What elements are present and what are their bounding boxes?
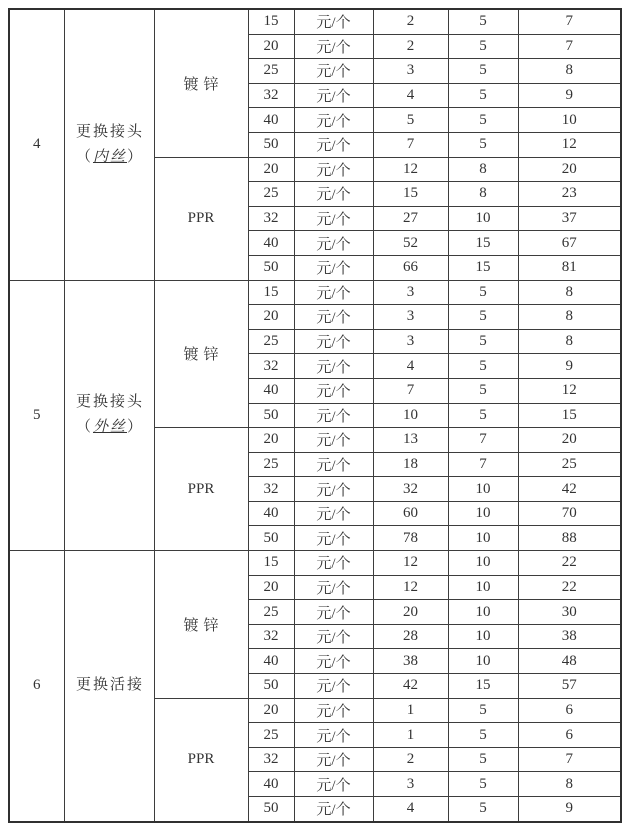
label-line: 更换接头: [75, 394, 144, 411]
size-cell: 32: [248, 206, 294, 231]
price-table: [8, 8, 622, 823]
unit-cell: 元/个: [294, 575, 373, 600]
value-cell: 70: [518, 501, 621, 526]
value-cell: 15: [373, 182, 448, 207]
value-cell: 5: [448, 83, 518, 108]
value-cell: 3: [373, 59, 448, 84]
unit-cell: 元/个: [294, 34, 373, 59]
table-row: [9, 551, 621, 576]
label-paren-line: [65, 415, 154, 440]
value-cell: 15: [448, 255, 518, 280]
unit-cell: 元/个: [294, 772, 373, 797]
value-cell: 42: [373, 674, 448, 699]
size-cell: 40: [248, 772, 294, 797]
index-cell: 4: [9, 9, 64, 280]
value-cell: 7: [373, 132, 448, 157]
service-label-cell: [64, 280, 154, 551]
index-cell: 6: [9, 551, 64, 822]
service-label-cell: [64, 551, 154, 822]
size-cell: 25: [248, 452, 294, 477]
value-cell: 60: [373, 501, 448, 526]
value-cell: 57: [518, 674, 621, 699]
table-row: [9, 280, 621, 305]
value-cell: 13: [373, 428, 448, 453]
value-cell: 38: [518, 624, 621, 649]
size-cell: 20: [248, 698, 294, 723]
value-cell: 12: [373, 157, 448, 182]
value-cell: 2: [373, 9, 448, 34]
value-cell: 5: [448, 747, 518, 772]
size-cell: 25: [248, 329, 294, 354]
value-cell: 10: [448, 600, 518, 625]
value-cell: 4: [373, 354, 448, 379]
value-cell: 10: [373, 403, 448, 428]
unit-cell: 元/个: [294, 674, 373, 699]
value-cell: 9: [518, 797, 621, 822]
size-cell: 32: [248, 477, 294, 502]
unit-cell: 元/个: [294, 108, 373, 133]
table-row: [9, 9, 621, 34]
value-cell: 2: [373, 34, 448, 59]
value-cell: 6: [518, 698, 621, 723]
service-label-cell: [64, 9, 154, 280]
paren-underlined-text: 外丝: [92, 419, 127, 436]
size-cell: 25: [248, 182, 294, 207]
unit-cell: 元/个: [294, 305, 373, 330]
material-cell: PPR: [154, 428, 248, 551]
value-cell: 5: [448, 329, 518, 354]
unit-cell: 元/个: [294, 132, 373, 157]
value-cell: 9: [518, 83, 621, 108]
size-cell: 32: [248, 624, 294, 649]
unit-cell: 元/个: [294, 354, 373, 379]
paren-close: ）: [127, 148, 145, 165]
size-cell: 20: [248, 575, 294, 600]
value-cell: 67: [518, 231, 621, 256]
unit-cell: 元/个: [294, 747, 373, 772]
value-cell: 52: [373, 231, 448, 256]
material-cell: 镀锌: [154, 551, 248, 699]
size-cell: 15: [248, 9, 294, 34]
value-cell: 5: [448, 108, 518, 133]
value-cell: 10: [518, 108, 621, 133]
value-cell: 88: [518, 526, 621, 551]
value-cell: 25: [518, 452, 621, 477]
unit-cell: 元/个: [294, 551, 373, 576]
unit-cell: 元/个: [294, 698, 373, 723]
size-cell: 50: [248, 403, 294, 428]
unit-cell: 元/个: [294, 403, 373, 428]
value-cell: 15: [518, 403, 621, 428]
unit-cell: 元/个: [294, 649, 373, 674]
size-cell: 50: [248, 255, 294, 280]
value-cell: 37: [518, 206, 621, 231]
size-cell: 40: [248, 501, 294, 526]
value-cell: 8: [518, 280, 621, 305]
paren-open: （: [75, 419, 93, 436]
value-cell: 12: [518, 378, 621, 403]
label-paren-line: [65, 145, 154, 170]
size-cell: 50: [248, 526, 294, 551]
value-cell: 5: [448, 354, 518, 379]
unit-cell: 元/个: [294, 428, 373, 453]
value-cell: 8: [448, 157, 518, 182]
unit-cell: 元/个: [294, 59, 373, 84]
value-cell: 3: [373, 280, 448, 305]
size-cell: 25: [248, 59, 294, 84]
value-cell: 78: [373, 526, 448, 551]
value-cell: 5: [448, 378, 518, 403]
size-cell: 20: [248, 428, 294, 453]
size-cell: 50: [248, 132, 294, 157]
size-cell: 40: [248, 378, 294, 403]
label-line: 更换接头: [75, 123, 144, 140]
value-cell: 5: [448, 59, 518, 84]
size-cell: 15: [248, 551, 294, 576]
unit-cell: 元/个: [294, 9, 373, 34]
size-cell: 20: [248, 157, 294, 182]
unit-cell: 元/个: [294, 797, 373, 822]
unit-cell: 元/个: [294, 452, 373, 477]
value-cell: 15: [448, 674, 518, 699]
material-cell: PPR: [154, 157, 248, 280]
value-cell: 12: [518, 132, 621, 157]
paren-open: （: [75, 148, 93, 165]
value-cell: 1: [373, 723, 448, 748]
size-cell: 50: [248, 797, 294, 822]
size-cell: 32: [248, 83, 294, 108]
unit-cell: 元/个: [294, 526, 373, 551]
value-cell: 12: [373, 575, 448, 600]
value-cell: 10: [448, 624, 518, 649]
value-cell: 20: [518, 157, 621, 182]
unit-cell: 元/个: [294, 600, 373, 625]
value-cell: 8: [518, 59, 621, 84]
value-cell: 5: [448, 723, 518, 748]
size-cell: 40: [248, 231, 294, 256]
value-cell: 32: [373, 477, 448, 502]
size-cell: 50: [248, 674, 294, 699]
value-cell: 7: [373, 378, 448, 403]
value-cell: 3: [373, 772, 448, 797]
value-cell: 5: [448, 34, 518, 59]
value-cell: 7: [518, 9, 621, 34]
value-cell: 5: [373, 108, 448, 133]
value-cell: 23: [518, 182, 621, 207]
value-cell: 6: [518, 723, 621, 748]
paren-close: ）: [127, 419, 145, 436]
size-cell: 20: [248, 34, 294, 59]
unit-cell: 元/个: [294, 378, 373, 403]
value-cell: 5: [448, 305, 518, 330]
value-cell: 7: [518, 34, 621, 59]
unit-cell: 元/个: [294, 329, 373, 354]
value-cell: 10: [448, 477, 518, 502]
value-cell: 66: [373, 255, 448, 280]
value-cell: 5: [448, 403, 518, 428]
material-cell: PPR: [154, 698, 248, 821]
value-cell: 22: [518, 551, 621, 576]
value-cell: 48: [518, 649, 621, 674]
size-cell: 25: [248, 600, 294, 625]
label-line: 更换活接: [75, 677, 144, 694]
value-cell: 12: [373, 551, 448, 576]
size-cell: 40: [248, 649, 294, 674]
value-cell: 27: [373, 206, 448, 231]
value-cell: 8: [518, 772, 621, 797]
value-cell: 15: [448, 231, 518, 256]
unit-cell: 元/个: [294, 624, 373, 649]
size-cell: 20: [248, 305, 294, 330]
value-cell: 8: [448, 182, 518, 207]
unit-cell: 元/个: [294, 477, 373, 502]
value-cell: 10: [448, 575, 518, 600]
material-cell: 镀锌: [154, 280, 248, 428]
value-cell: 1: [373, 698, 448, 723]
unit-cell: 元/个: [294, 231, 373, 256]
paren-underlined-text: 内丝: [92, 148, 127, 165]
value-cell: 81: [518, 255, 621, 280]
value-cell: 7: [448, 452, 518, 477]
unit-cell: 元/个: [294, 723, 373, 748]
size-cell: 15: [248, 280, 294, 305]
unit-cell: 元/个: [294, 206, 373, 231]
size-cell: 32: [248, 354, 294, 379]
value-cell: 7: [518, 747, 621, 772]
unit-cell: 元/个: [294, 501, 373, 526]
value-cell: 5: [448, 280, 518, 305]
size-cell: 40: [248, 108, 294, 133]
value-cell: 5: [448, 9, 518, 34]
value-cell: 20: [518, 428, 621, 453]
value-cell: 7: [448, 428, 518, 453]
value-cell: 4: [373, 83, 448, 108]
value-cell: 10: [448, 526, 518, 551]
unit-cell: 元/个: [294, 83, 373, 108]
value-cell: 5: [448, 772, 518, 797]
value-cell: 18: [373, 452, 448, 477]
value-cell: 30: [518, 600, 621, 625]
value-cell: 8: [518, 305, 621, 330]
index-cell: 5: [9, 280, 64, 551]
value-cell: 5: [448, 132, 518, 157]
value-cell: 2: [373, 747, 448, 772]
value-cell: 5: [448, 797, 518, 822]
value-cell: 22: [518, 575, 621, 600]
value-cell: 5: [448, 698, 518, 723]
value-cell: 28: [373, 624, 448, 649]
value-cell: 3: [373, 329, 448, 354]
value-cell: 10: [448, 206, 518, 231]
unit-cell: 元/个: [294, 255, 373, 280]
value-cell: 9: [518, 354, 621, 379]
unit-cell: 元/个: [294, 157, 373, 182]
value-cell: 10: [448, 649, 518, 674]
unit-cell: 元/个: [294, 182, 373, 207]
value-cell: 10: [448, 551, 518, 576]
value-cell: 20: [373, 600, 448, 625]
value-cell: 3: [373, 305, 448, 330]
size-cell: 25: [248, 723, 294, 748]
value-cell: 42: [518, 477, 621, 502]
value-cell: 10: [448, 501, 518, 526]
material-cell: 镀锌: [154, 9, 248, 157]
value-cell: 4: [373, 797, 448, 822]
size-cell: 32: [248, 747, 294, 772]
unit-cell: 元/个: [294, 280, 373, 305]
value-cell: 8: [518, 329, 621, 354]
value-cell: 38: [373, 649, 448, 674]
